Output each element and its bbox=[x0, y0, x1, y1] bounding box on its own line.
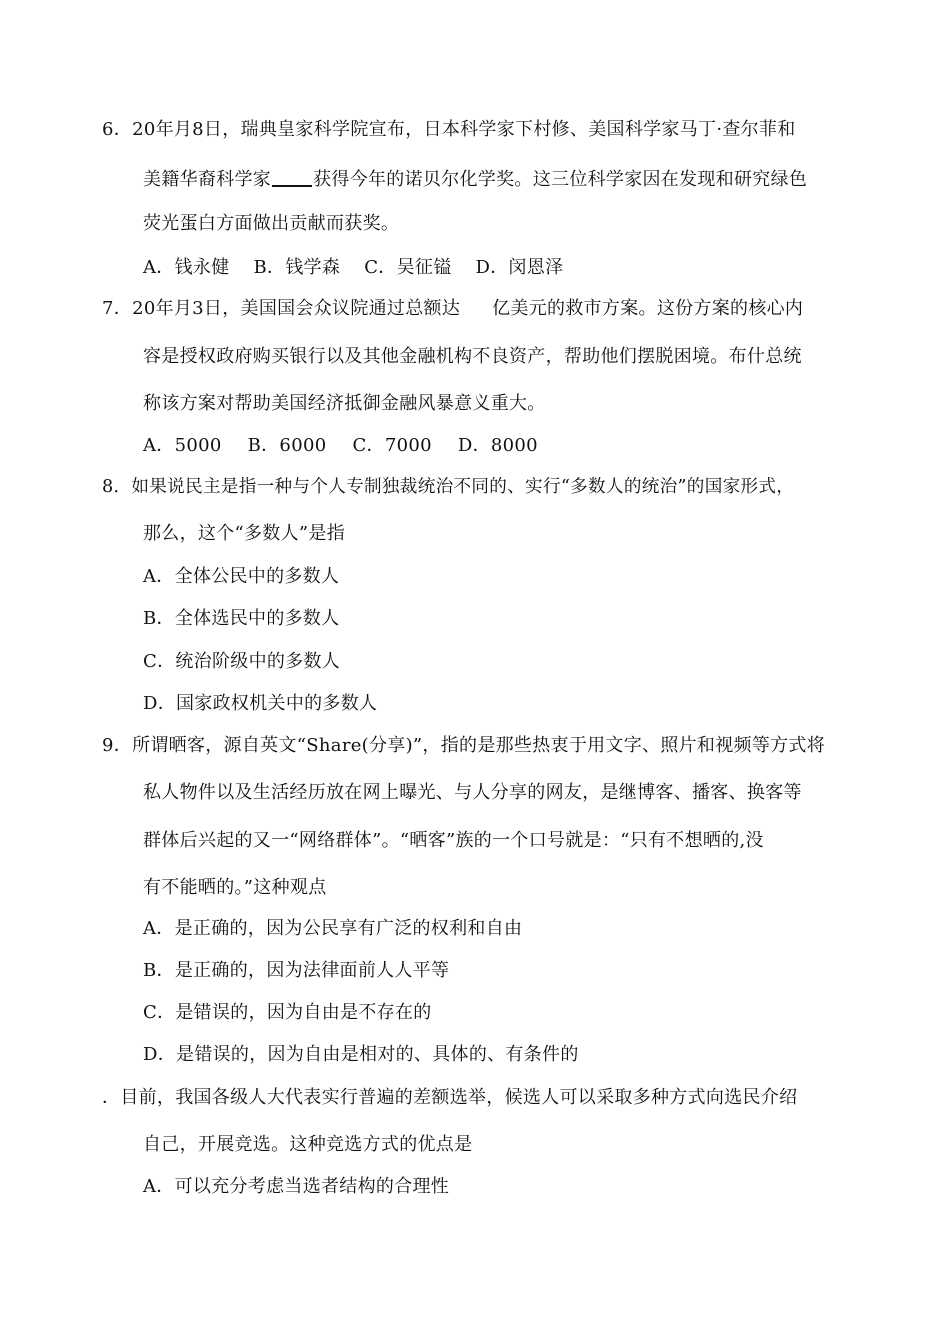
option-a: A．可以充分考虑当选者结构的合理性 bbox=[143, 1176, 450, 1197]
question-9-line-1 bbox=[102, 734, 825, 758]
question-9-line-3 bbox=[143, 829, 764, 853]
answer-blank bbox=[272, 167, 312, 187]
question-9-option-a bbox=[143, 917, 522, 941]
question-6-text-2b: 获得今年的诺贝尔化学奖。这三位科学家因在发现和研究绿色 bbox=[313, 169, 808, 190]
question-6-line-1 bbox=[102, 118, 796, 142]
question-9-option-b bbox=[143, 959, 449, 983]
question-9-line-2 bbox=[143, 781, 802, 805]
option-d: D．8000 bbox=[457, 435, 538, 456]
option-d: D．国家政权机关中的多数人 bbox=[143, 693, 378, 714]
question-10-text-1: 目前，我国各级人大代表实行普遍的差额选举，候选人可以采取多种方式向选民介绍 bbox=[120, 1087, 798, 1108]
question-7-line-2 bbox=[143, 345, 802, 369]
question-9-text-3: 群体后兴起的又一“网络群体”。“晒客”族的一个口号就是：“只有不想晒的,没 bbox=[143, 830, 764, 851]
question-10-line-2 bbox=[143, 1133, 472, 1157]
question-9-option-c bbox=[143, 1001, 432, 1025]
option-b: B．全体选民中的多数人 bbox=[143, 608, 340, 629]
option-b: B．钱学森 bbox=[253, 257, 341, 278]
question-9-text-1: 所谓晒客，源自英文“Share(分享)”，指的是那些热衷于用文字、照片和视频等方式将 bbox=[132, 735, 826, 756]
question-10-line-1 bbox=[102, 1086, 797, 1110]
question-7-text-2: 容是授权政府购买银行以及其他金融机构不良资产，帮助他们摆脱困境。布什总统 bbox=[143, 346, 802, 367]
option-c: C．统治阶级中的多数人 bbox=[143, 651, 341, 672]
question-7-text-3: 称该方案对帮助美国经济抵御金融风暴意义重大。 bbox=[143, 393, 546, 414]
question-6-text-2a: 美籍华裔科学家 bbox=[143, 169, 272, 190]
question-9-option-d bbox=[143, 1043, 579, 1067]
question-9-text-4: 有不能晒的。”这种观点 bbox=[143, 877, 327, 898]
question-6-line-3 bbox=[143, 212, 399, 236]
question-10-text-2: 自己，开展竞选。这种竞选方式的优点是 bbox=[143, 1134, 473, 1155]
option-c: C．吴征镒 bbox=[364, 257, 452, 278]
option-a: A．钱永健 bbox=[143, 257, 230, 278]
question-8-option-c bbox=[143, 650, 340, 674]
question-7-line-1 bbox=[102, 297, 803, 321]
question-8-text-2: 那么，这个“多数人”是指 bbox=[143, 523, 346, 544]
option-b: B．是正确的，因为法律面前人人平等 bbox=[143, 960, 450, 981]
option-a: A．是正确的，因为公民享有广泛的权利和自由 bbox=[143, 918, 523, 939]
question-8-line-1 bbox=[102, 475, 794, 499]
option-c: C．7000 bbox=[352, 435, 432, 456]
question-6-text-3: 荧光蛋白方面做出贡献而获奖。 bbox=[143, 213, 400, 234]
option-b: B．6000 bbox=[247, 435, 327, 456]
question-8-option-b bbox=[143, 607, 340, 631]
option-d: D．是错误的，因为自由是相对的、具体的、有条件的 bbox=[143, 1044, 579, 1065]
question-10-number: ． bbox=[102, 1087, 121, 1108]
question-8-line-2 bbox=[143, 522, 345, 546]
option-a: A．全体公民中的多数人 bbox=[143, 566, 340, 587]
question-7-text-1b: 亿美元的救市方案。这份方案的核心内 bbox=[492, 298, 804, 319]
question-8-text-1: 如果说民主是指一种与个人专制独裁统治不同的、实行“多数人的统治”的国家形式， bbox=[131, 477, 795, 497]
question-7-options bbox=[143, 434, 538, 458]
question-7-line-3 bbox=[143, 392, 546, 416]
question-9-number: 9． bbox=[102, 735, 133, 756]
question-6-options bbox=[143, 256, 563, 280]
question-9-line-4 bbox=[143, 876, 327, 900]
question-8-option-d bbox=[143, 692, 377, 716]
question-9-text-2: 私人物件以及生活经历放在网上曝光、与人分享的网友，是继博客、播客、换客等 bbox=[143, 782, 802, 803]
question-6-line-2 bbox=[143, 167, 807, 192]
question-7-text-1a: 20年月3日，美国国会众议院通过总额达 bbox=[132, 298, 461, 319]
question-6-text-1: 20年月8日，瑞典皇家科学院宣布，日本科学家下村修、美国科学家马丁·查尔菲和 bbox=[132, 119, 796, 140]
option-d: D．闵恩泽 bbox=[475, 257, 564, 278]
option-c: C．是错误的，因为自由是不存在的 bbox=[143, 1002, 432, 1023]
question-10-option-a bbox=[143, 1175, 449, 1199]
question-8-option-a bbox=[143, 565, 339, 589]
question-8-number: 8． bbox=[102, 477, 132, 497]
question-7-number: 7． bbox=[102, 298, 133, 319]
question-6-number: 6． bbox=[102, 119, 133, 140]
option-a: A．5000 bbox=[143, 435, 222, 456]
